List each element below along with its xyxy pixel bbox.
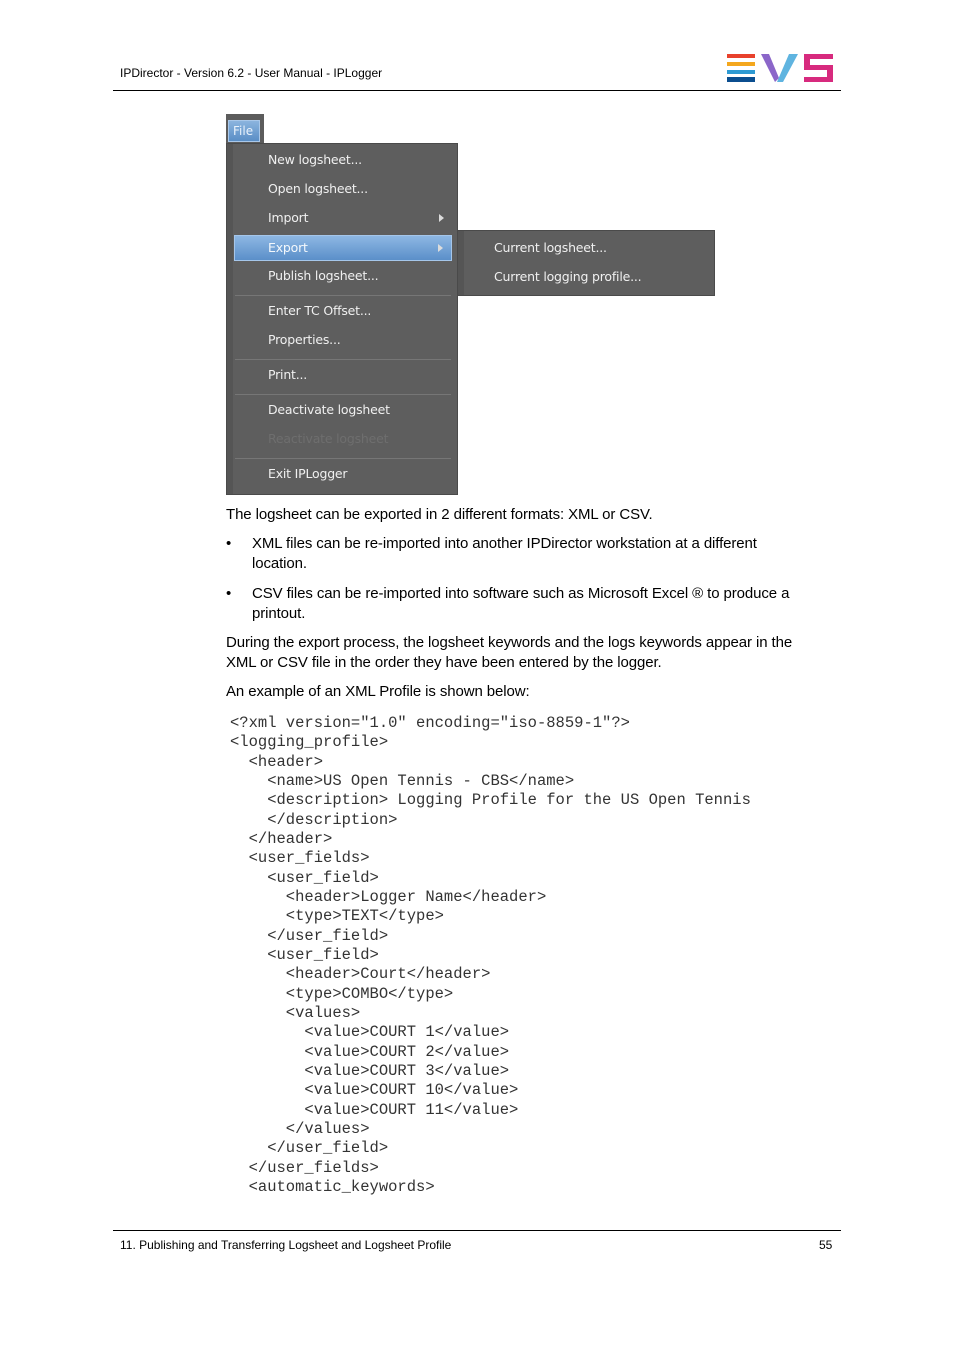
bullet-csv-line1: CSV files can be re-imported into software such as Microsoft Excel ® to produce a bbox=[252, 585, 790, 602]
footer-rule bbox=[113, 1230, 841, 1231]
page-header-title: IPDirector - Version 6.2 - User Manual - IPLogger bbox=[120, 66, 383, 80]
menu-item-exit-iplogger[interactable]: Exit IPLogger bbox=[268, 466, 348, 481]
menu-item-export[interactable] bbox=[234, 235, 452, 261]
chevron-right-icon bbox=[439, 214, 444, 222]
menu-separator bbox=[235, 359, 451, 360]
file-tab-bar bbox=[226, 114, 264, 144]
intro-paragraph: The logsheet can be exported in 2 different formats: XML or CSV. bbox=[226, 506, 653, 523]
file-menu-screenshot bbox=[226, 114, 716, 496]
example-intro: An example of an XML Profile is shown below: bbox=[226, 683, 530, 700]
chevron-right-icon bbox=[438, 244, 443, 252]
export-paragraph-line1: During the export process, the logsheet keywords and the logs keywords appear in the bbox=[226, 634, 793, 651]
bullet-xml-line2: location. bbox=[252, 555, 307, 572]
bullet-xml-line1: XML files can be re-imported into another IPDirector workstation at a different bbox=[252, 535, 757, 552]
menu-separator bbox=[235, 295, 451, 296]
export-submenu bbox=[457, 230, 715, 296]
header-rule bbox=[113, 90, 841, 91]
footer-section-title: 11. Publishing and Transferring Logsheet and Logsheet Profile bbox=[120, 1238, 452, 1252]
xml-code-block: <?xml version="1.0" encoding="iso-8859-1"?> <logging_profile> <header> <name>US Open Tennis - CBS</name> <description> Logging Profile for the US Open Tennis </description> </header> <user_fields> <user_field> <header>Logger Name</header> <type>TEXT</type> </user_field> <user_field> <header>Court</header> <type>COMBO</type> <values> <value>COURT 1</value> <value>COURT 2</value> <value>COURT 3</value> <value>COURT 10</value> <value>COURT 11</value> </values> </user_field> </user_fields> <automatic_keywords> bbox=[230, 714, 751, 1196]
file-menu bbox=[226, 143, 458, 495]
menu-item-properties[interactable]: Properties... bbox=[268, 332, 341, 347]
evs-logo bbox=[727, 54, 833, 82]
menu-separator bbox=[235, 394, 451, 395]
menu-item-label: Import bbox=[268, 210, 309, 225]
menu-item-print[interactable]: Print... bbox=[268, 367, 308, 382]
menu-item-new-logsheet[interactable]: New logsheet... bbox=[268, 152, 362, 167]
menu-item-publish-logsheet[interactable]: Publish logsheet... bbox=[268, 268, 379, 283]
submenu-item-current-logsheet[interactable]: Current logsheet... bbox=[494, 240, 607, 255]
bullet-marker: • bbox=[226, 585, 232, 602]
menu-item-open-logsheet[interactable]: Open logsheet... bbox=[268, 181, 368, 196]
menu-separator bbox=[235, 458, 451, 459]
menu-icon-strip bbox=[227, 144, 233, 494]
menu-item-reactivate-logsheet: Reactivate logsheet bbox=[268, 431, 389, 446]
menu-item-enter-tc-offset[interactable]: Enter TC Offset... bbox=[268, 303, 372, 318]
menu-icon-strip bbox=[458, 231, 464, 295]
menu-item-label: Export bbox=[268, 240, 308, 255]
menu-item-deactivate-logsheet[interactable]: Deactivate logsheet bbox=[268, 402, 390, 417]
bullet-csv-line2: printout. bbox=[252, 605, 306, 622]
export-paragraph-line2: XML or CSV file in the order they have been entered by the logger. bbox=[226, 654, 662, 671]
submenu-item-current-logging-profile[interactable]: Current logging profile... bbox=[494, 269, 642, 284]
page-number: 55 bbox=[819, 1238, 833, 1252]
bullet-marker: • bbox=[226, 535, 232, 552]
file-menu-button[interactable]: File bbox=[228, 120, 260, 142]
menu-item-import[interactable] bbox=[234, 205, 452, 231]
